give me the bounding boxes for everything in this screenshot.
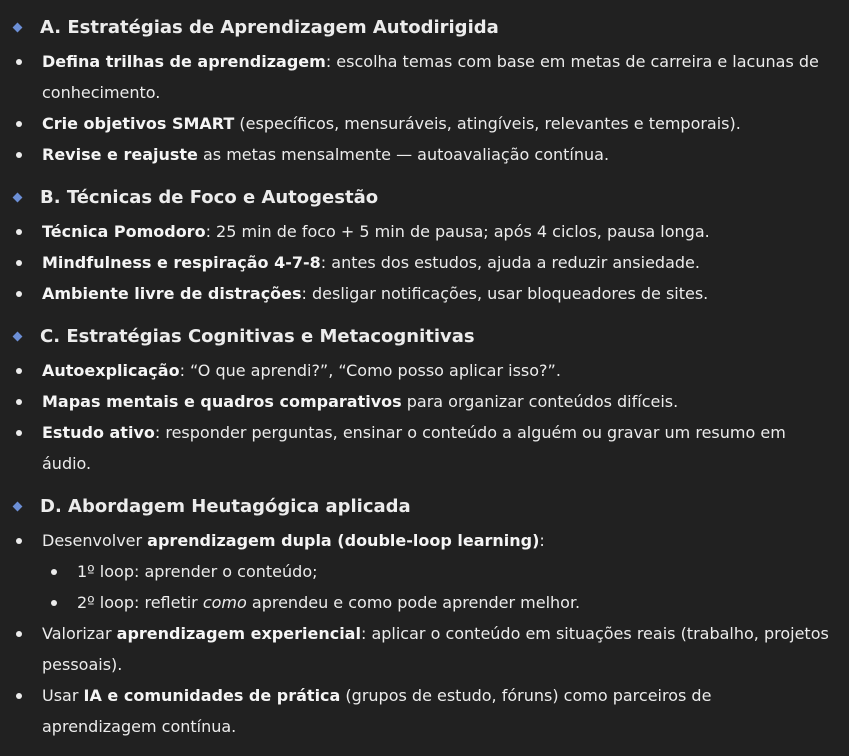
bullet-icon — [16, 260, 22, 266]
list-item: Revise e reajuste as metas mensalmente — autoavaliação contínua. — [0, 139, 849, 170]
list-item: Técnica Pomodoro: 25 min de foco + 5 min de pausa; após 4 ciclos, pausa longa. — [0, 216, 849, 247]
bullet-list — [0, 46, 849, 170]
section-d — [0, 491, 849, 742]
section-heading: C. Estratégias Cognitivas e Metacognitivas — [0, 321, 849, 353]
list-item: Ambiente livre de distrações: desligar notificações, usar bloqueadores de sites. — [0, 278, 849, 309]
bullet-icon — [16, 59, 22, 65]
bullet-list — [0, 525, 849, 556]
section-heading: A. Estratégias de Aprendizagem Autodirigida — [0, 12, 849, 44]
bullet-icon — [16, 430, 22, 436]
sub-list-item: 2º loop: refletir como aprendeu e como pode aprender melhor. — [0, 587, 849, 618]
list-item: Mindfulness e respiração 4-7-8: antes dos estudos, ajuda a reduzir ansiedade. — [0, 247, 849, 278]
diamond-bullet-icon — [13, 332, 23, 342]
bullet-icon — [51, 600, 57, 606]
bullet-icon — [16, 693, 22, 699]
list-item: Crie objetivos SMART (específicos, mensuráveis, atingíveis, relevantes e temporais). — [0, 108, 849, 139]
section-heading: D. Abordagem Heutagógica aplicada — [0, 491, 849, 523]
bullet-list — [0, 355, 849, 479]
bullet-icon — [16, 291, 22, 297]
list-item: Desenvolver aprendizagem dupla (double-loop learning): — [0, 525, 849, 556]
section-c — [0, 321, 849, 479]
sub-bullet-list — [0, 556, 849, 618]
list-item: Mapas mentais e quadros comparativos para organizar conteúdos difíceis. — [0, 386, 849, 417]
bullet-icon — [51, 569, 57, 575]
section-a — [0, 12, 849, 170]
diamond-bullet-icon — [13, 193, 23, 203]
bullet-icon — [16, 121, 22, 127]
section-heading: B. Técnicas de Foco e Autogestão — [0, 182, 849, 214]
bullet-icon — [16, 631, 22, 637]
list-item: Usar IA e comunidades de prática (grupos de estudo, fóruns) como parceiros de aprendizagem contínua. — [0, 680, 849, 742]
bullet-icon — [16, 399, 22, 405]
sub-list-item: 1º loop: aprender o conteúdo; — [0, 556, 849, 587]
diamond-bullet-icon — [13, 502, 23, 512]
bullet-list — [0, 618, 849, 742]
section-b — [0, 182, 849, 309]
list-item: Defina trilhas de aprendizagem: escolha temas com base em metas de carreira e lacunas de conhecimento. — [0, 46, 849, 108]
bullet-icon — [16, 152, 22, 158]
bullet-icon — [16, 368, 22, 374]
bullet-list — [0, 216, 849, 309]
list-item: Autoexplicação: “O que aprendi?”, “Como posso aplicar isso?”. — [0, 355, 849, 386]
list-item: Valorizar aprendizagem experiencial: aplicar o conteúdo em situações reais (trabalho, projetos pessoais). — [0, 618, 849, 680]
diamond-bullet-icon — [13, 23, 23, 33]
bullet-icon — [16, 538, 22, 544]
list-item: Estudo ativo: responder perguntas, ensinar o conteúdo a alguém ou gravar um resumo em áudio. — [0, 417, 849, 479]
bullet-icon — [16, 229, 22, 235]
